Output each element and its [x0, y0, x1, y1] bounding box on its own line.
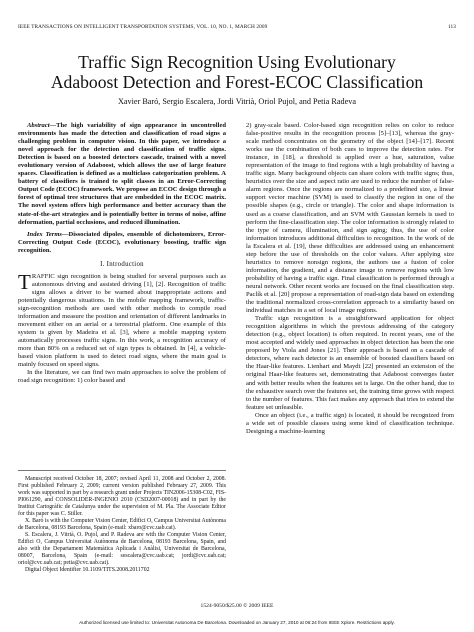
- index-terms: [18, 231, 226, 255]
- index-terms-text: Dissociated dipoles, ensemble of dichotomizers, Error-Correcting Output Code (ECOC), evolutionary boosting, traffic sign recognition.: [18, 230, 227, 254]
- journal-header: IEEE TRANSACTIONS ON INTELLIGENT TRANSPORTATION SYSTEMS, VOL. 10, NO. 1, MARCH 2009: [18, 24, 268, 30]
- right-paragraph-3: Once an object (i.e., a traffic sign) is located, it should be recognized from a wide set of possible classes using some kind of classification technique. Designing a machine-learning: [246, 411, 454, 435]
- right-column: [246, 122, 454, 436]
- title-line-1: Traffic Sign Recognition Using Evolutionary: [78, 52, 396, 72]
- footnote-author-baro: X. Baró is with the Computer Vision Center, Edifici O, Campus Universitat Autònoma de Barcelona, 08193 Barcelona, Spain (e-mail: xbaro@cvc.uab.cat).: [18, 518, 226, 531]
- footnote-manuscript: Manuscript received October 18, 2007; revised April 11, 2008 and October 2, 2008. First published February 2, 2009; current version published February 27, 2009. This work was supported in part by a research grant under Projects TIN2006-15308-C02, FIS-PI061290, and CONSOLIDER-INGENIO 2010 (CSD2007-00018) and in part by the Institut Cartogràfic de Catalunya under the supervision of M. Pla. The Associate Editor for this paper was C. Stiller.: [18, 476, 226, 517]
- drop-cap: T: [18, 269, 31, 294]
- footnote-doi: Digital Object Identifier 10.1109/TITS.2008.2011702: [25, 567, 150, 573]
- paper-title: [0, 52, 474, 92]
- abstract-text: The high variability of sign appearance in uncontrolled environments has made the detection and classification of road signs a challenging problem in computer vision. In this paper, we introduce a novel approach for the detection and classification of traffic signs. Detection is based on a boosted detectors cascade, trained with a novel evolutionary version of Adaboost, which allows the use of large feature spaces. Classification is defined as a multiclass categorization problem. A battery of classifiers is trained to split classes in an Error-Correcting Output Code (ECOC) framework. We propose an ECOC design through a forest of optimal tree structures that are embedded in the ECOC matrix. The novel system offers high performance and better accuracy than the state-of-the-art strategies and is potentially better in terms of noise, affine deformation, partial occlusions, and reduced illumination.: [18, 122, 226, 226]
- section-heading-introduction: I. Introduction: [100, 260, 144, 268]
- license-notice: Authorized licensed use limited to: Universitat Autonoma De Barcelona. Downloaded on January 27, 2010 at 06:24 from IEEE Xplore. Restrictions apply.: [79, 620, 395, 625]
- page-number: 113: [447, 24, 456, 30]
- right-paragraph-2: Traffic sign recognition is a straightforward application for object recognition algorithms in which the previous addressing of the category detection (e.g., object location) is often required. In recent years, one of the most accepted and widely used approaches in object detection has been the one proposed by Viola and Jones [21]. Their approach is based on a cascade of detectors, where each detector is an ensemble of boosted classifiers based on the Haar-like features. Lienhart and Maydt [22] presented an extension of the original Haar-like features set, demonstrating that Adaboost converges faster and with better results when the features set is large. On the other hand, due to the exhaustive search over the features set, the training time grows with respect to the number of features. This fact makes any approach that tries to extend the feature set unfeasible.: [246, 315, 454, 411]
- abstract: [18, 122, 226, 227]
- intro-paragraph-2: In the literature, we can find two main approaches to solve the problem of road sign recognition: 1) color based and: [18, 369, 226, 385]
- title-line-2: Adaboost Detection and Forest-ECOC Classification: [50, 72, 424, 92]
- intro-paragraph-1: [18, 269, 226, 370]
- index-terms-label: Index Terms—: [27, 230, 69, 238]
- footnote-block: [18, 470, 226, 574]
- running-header: [18, 24, 456, 34]
- right-paragraph-1: 2) gray-scale based. Color-based sign recognition relies on color to reduce false-positive results in the recognition process [5]–[13], whereas the gray-scale method concentrates on the geometry of the object [14]–[17]. Recent works use the combination of both cues to improve the detection rates. For instance, in [18], a threshold is applied over a hue, saturation, value representation of the image to find regions with a high probability of having a traffic sign. Many background objects can share colors with traffic signs; thus, heuristics over the size and aspect ratio are used to reduce the number of false-alarm regions. Once the regions are normalized to a predefined size, a linear support vector machine (SVM) is used to classify the region in one of the possible shapes (e.g., circle or triangle). The color and shape information is used as a coarse classification, and an SVM with Gaussian kernels is used to perform the fine-classification step. The color information is strongly related to the type of camera, illumination, and sign aging; thus, the use of color information introduces additional difficulties to recognition. In the work of de la Escalera et al. [19], these difficulties are addressed using an enhancement step before the use of thresholds on the color values. After applying size heuristics to remove nonsign regions, the authors use a fusion of color information, the gradient, and a distance image to remove regions with low probability of having a traffic sign. Final classification is performed through a neural network. Other recent works are focused on the final classification step. Paclík et al. [20] propose a representation of road-sign data based on extending the traditional normalized cross-correlation approach to a similarity based on individual matches in a set of local image regions.: [246, 122, 454, 315]
- copyright-line: 1524-9050/$25.00 © 2009 IEEE: [200, 603, 274, 609]
- footnote-authors-affiliation: S. Escalera, J. Vitrià, O. Pujol, and P. Radeva are with the Computer Vision Center, Edifici O, Campus Universitat Autònoma de Barcelona, 08193 Barcelona, Spain, and also with the Departament Matemàtica Aplicada i Anàlisi, Universitat de Barcelona, 08007, Barcelona, Spain (e-mail: sescalera@cvc.uab.cat; jordi@cvc.uab.cat; oriol@cvc.uab.cat; petia@cvc.uab.cat).: [18, 532, 226, 566]
- author-list: Xavier Baró, Sergio Escalera, Jordi Vitrià, Oriol Pujol, and Petia Radeva: [118, 97, 356, 106]
- abstract-label: Abstract—: [27, 122, 57, 129]
- left-column: [18, 122, 226, 385]
- intro-paragraph-1-text: RAFFIC sign recognition is being studied for several purposes such as autonomous driving and assisted driving [1], [2]. Recognition of traffic signs allows a driver to be warned about inappropriate actions and potentially dangerous situations. In the mobile mapping framework, traffic-sign-recognition methods are used with other methods to compile road information and measure the position and orientation of different landmarks in movement either on an aerial or a terrestrial platform. One example of this system is given by Madeira et al. [3], where a mobile mapping system automatically processes traffic signs. In this work, a recognition accuracy of more than 80% on a reduced set of sign types is obtained. In [4], a vehicle-based vision platform is used to detect road signs, where the main goal is mainly focused on speed signs.: [18, 272, 226, 369]
